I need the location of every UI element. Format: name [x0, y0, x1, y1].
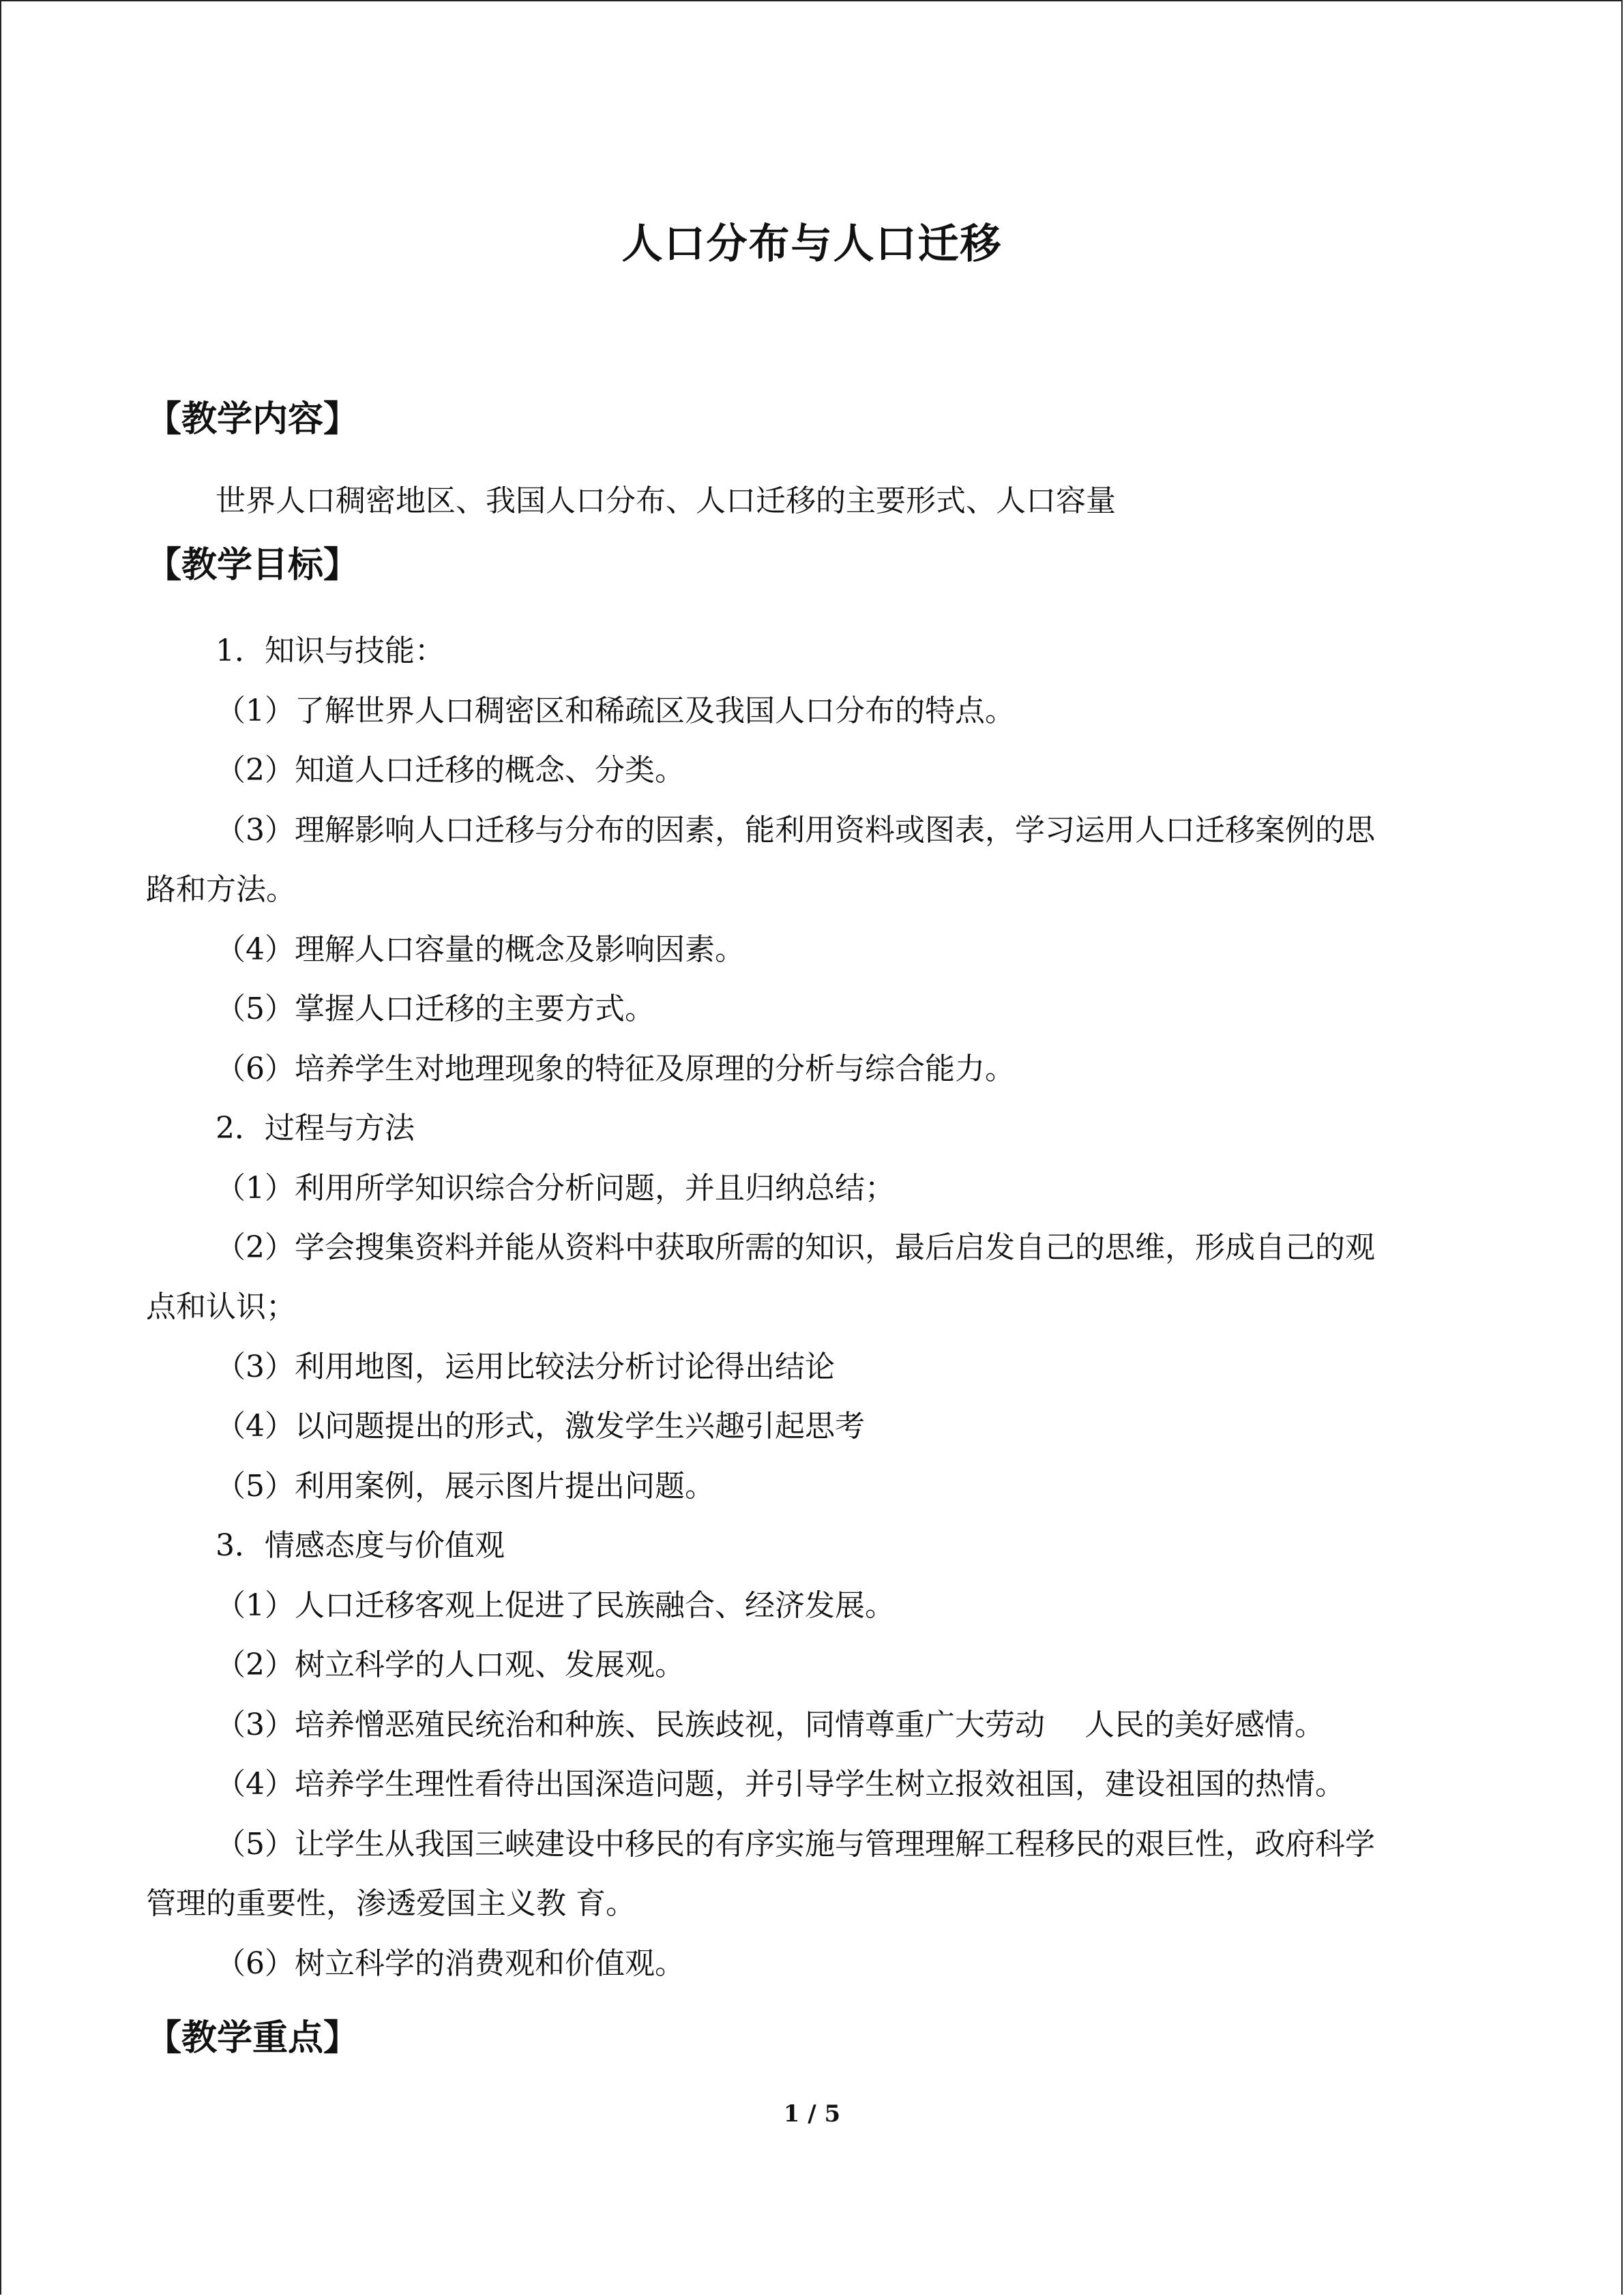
body-line: （5）让学生从我国三峡建设中移民的有序实施与管理理解工程移民的艰巨性，政府科学 — [216, 1827, 1375, 1862]
page-number: 1 / 5 — [783, 2100, 841, 2128]
body-line: （4）理解人口容量的概念及影响因素。 — [216, 932, 745, 967]
document-title: 人口分布与人口迁移 — [621, 220, 1003, 268]
body-line: （6）培养学生对地理现象的特征及原理的分析与综合能力。 — [216, 1052, 1015, 1086]
body-line: （2）树立科学的人口观、发展观。 — [216, 1648, 685, 1682]
body-line: 3．情感态度与价值观 — [216, 1528, 505, 1563]
heading-teaching-content: 【教学内容】 — [146, 398, 359, 440]
body-line: 点和认识； — [146, 1289, 296, 1324]
body-line: 管理的重要性，渗透爱国主义教 育。 — [146, 1886, 636, 1921]
body-line: （3）培养憎恶殖民统治和种族、民族歧视，同情尊重广大劳动 人民的美好感情。 — [216, 1708, 1325, 1742]
heading-key-points: 【教学重点】 — [146, 2017, 359, 2059]
body-line: （4）以问题提出的形式，激发学生兴趣引起思考 — [216, 1409, 865, 1444]
body-line: （2）知道人口迁移的概念、分类。 — [216, 753, 685, 788]
content-text: 世界人口稠密地区、我国人口分布、人口迁移的主要形式、人口容量 — [216, 483, 1116, 518]
body-line: 1．知识与技能： — [216, 633, 445, 668]
body-line: （6）树立科学的消费观和价值观。 — [216, 1946, 685, 1981]
body-line: （4）培养学生理性看待出国深造问题，并引导学生树立报效祖国，建设祖国的热情。 — [216, 1767, 1345, 1802]
body-line: （3）理解影响人口迁移与分布的因素，能利用资料或图表，学习运用人口迁移案例的思 — [216, 813, 1375, 848]
body-line: （2）学会搜集资料并能从资料中获取所需的知识，最后启发自己的思维，形成自己的观 — [216, 1230, 1375, 1265]
body-line: （1）了解世界人口稠密区和稀疏区及我国人口分布的特点。 — [216, 694, 1015, 728]
body-line: （3）利用地图，运用比较法分析讨论得出结论 — [216, 1350, 835, 1384]
body-line: （1）人口迁移客观上促进了民族融合、经济发展。 — [216, 1588, 895, 1623]
body-line: （1）利用所学知识综合分析问题，并且归纳总结； — [216, 1171, 895, 1206]
body-line: （5）利用案例，展示图片提出问题。 — [216, 1469, 715, 1504]
body-line: 路和方法。 — [146, 872, 296, 907]
body-line: （5）掌握人口迁移的主要方式。 — [216, 992, 655, 1026]
body-line: 2．过程与方法 — [216, 1111, 415, 1146]
heading-teaching-goals: 【教学目标】 — [146, 544, 359, 586]
